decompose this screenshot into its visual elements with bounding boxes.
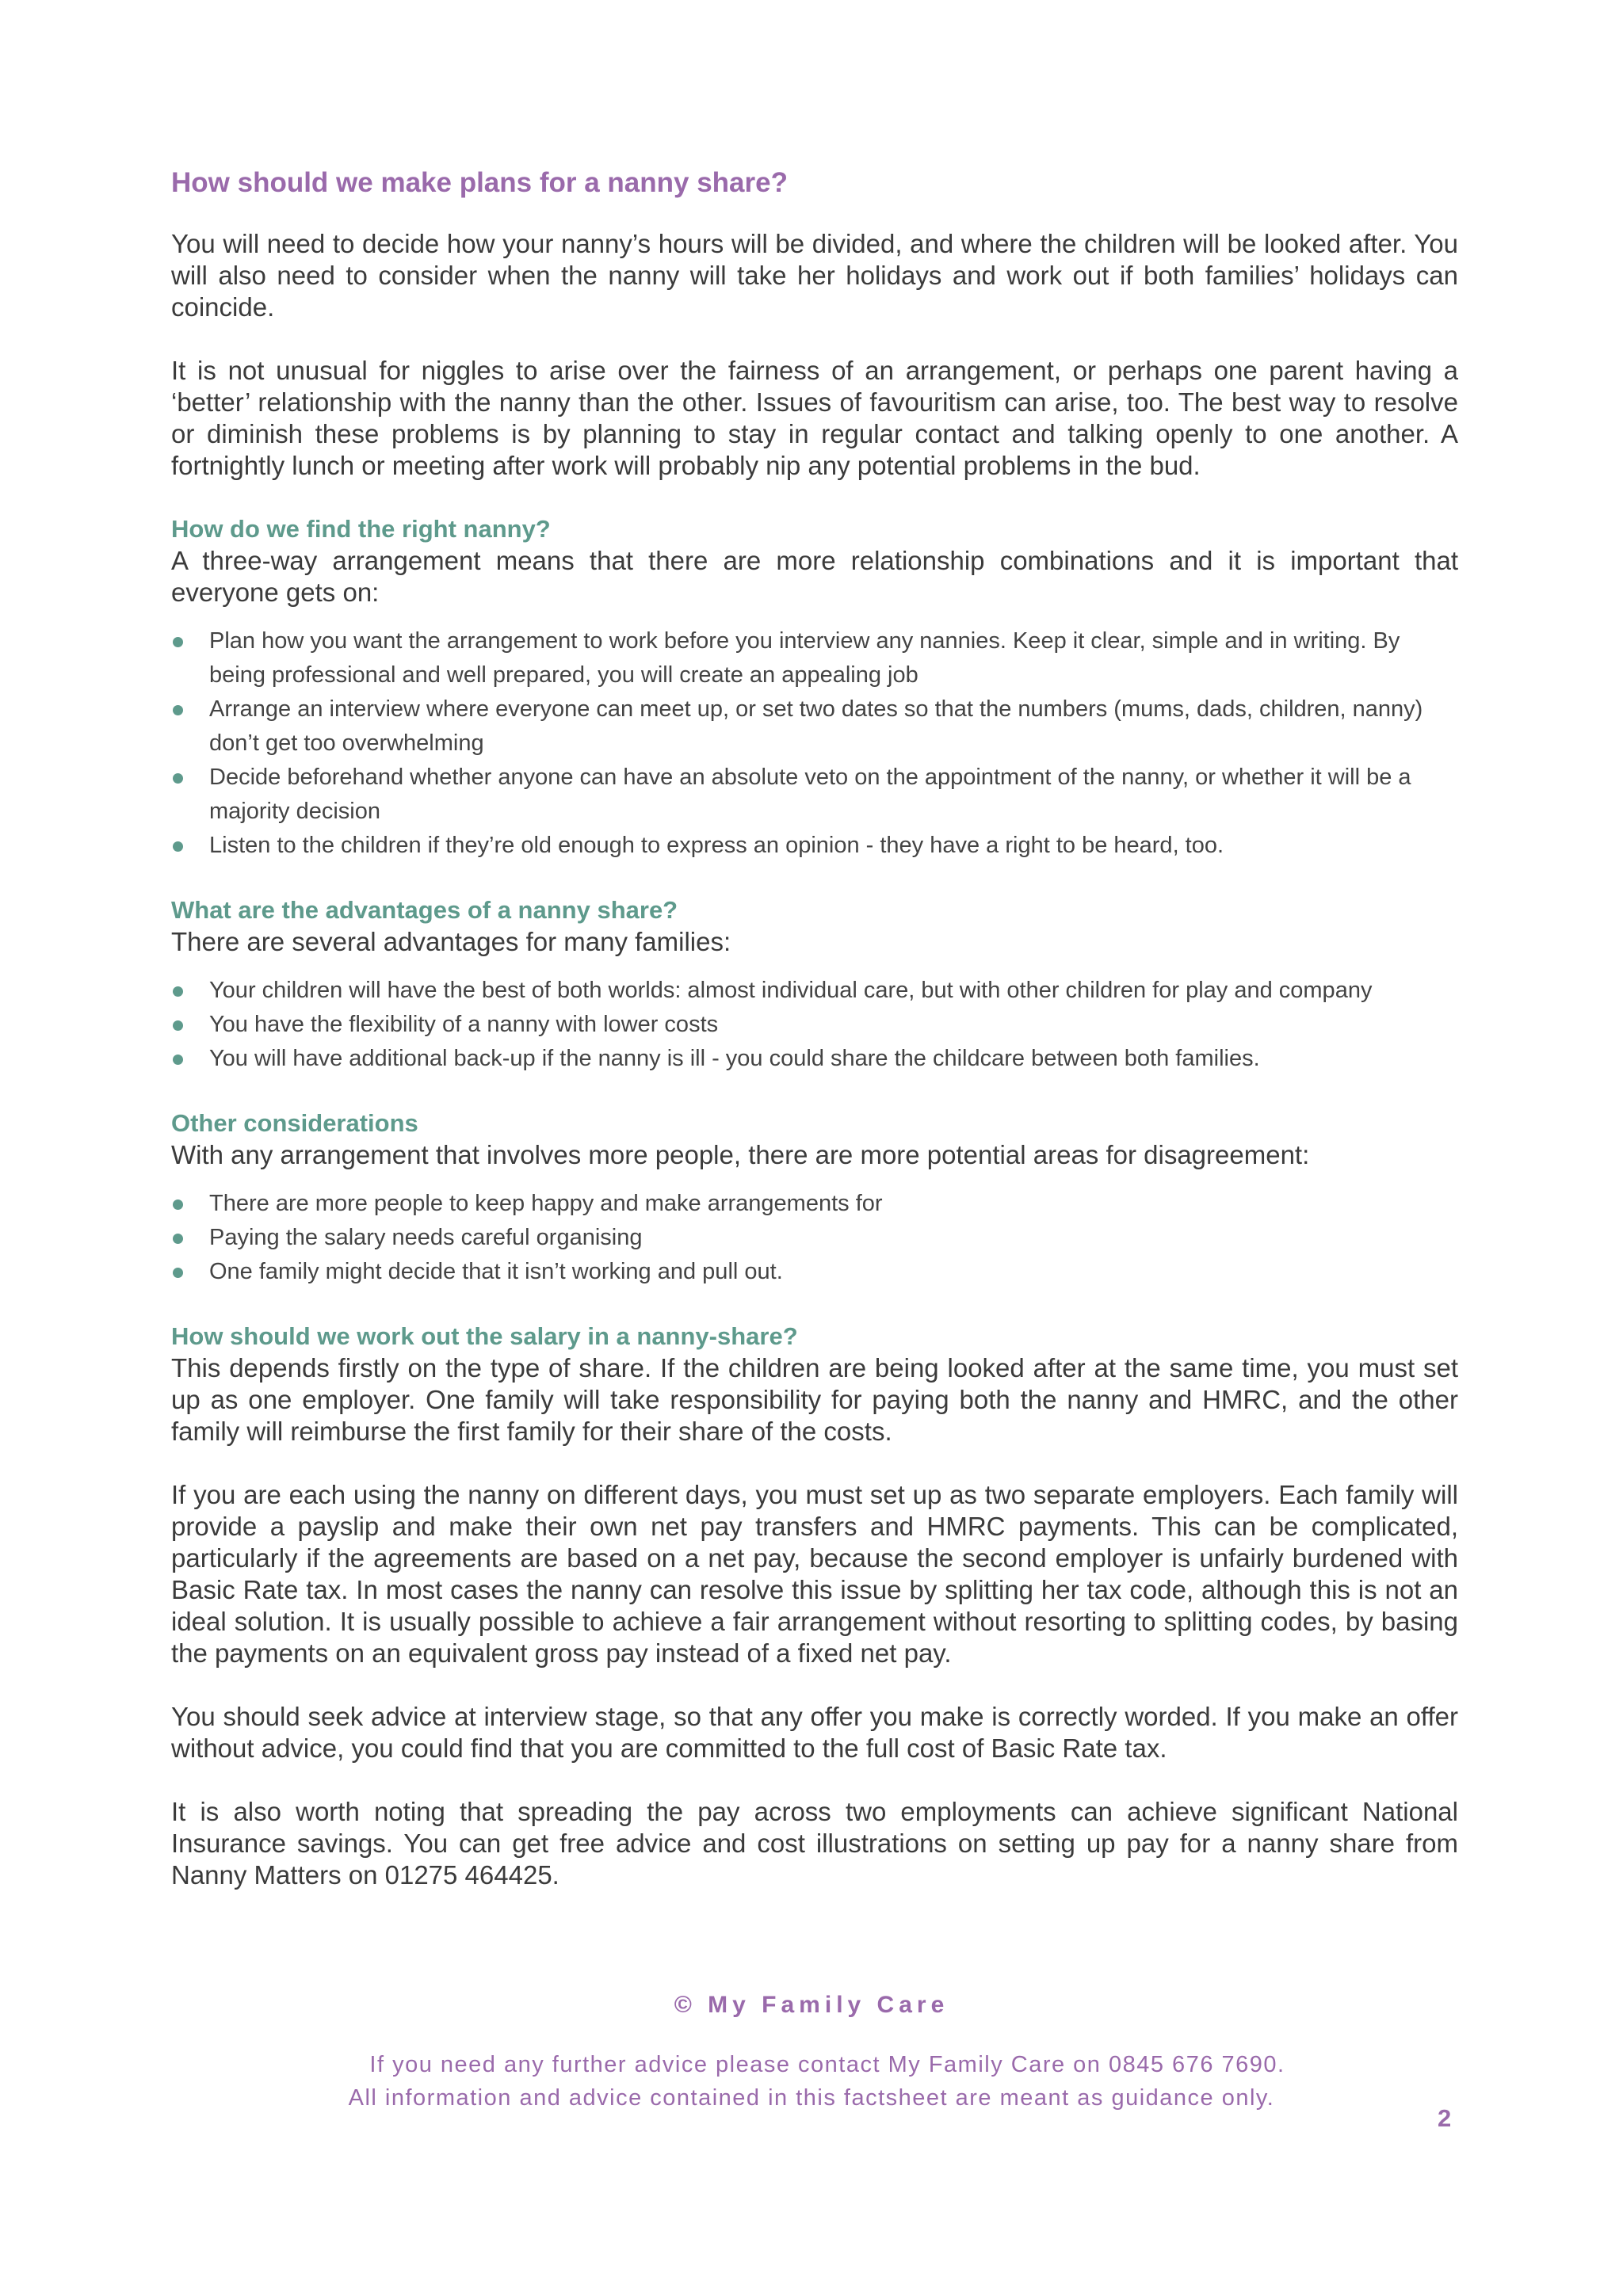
bullet-icon xyxy=(173,1234,183,1244)
bullet-icon xyxy=(173,1199,183,1210)
section-heading-salary: How should we work out the salary in a nanny-share? xyxy=(171,1322,798,1350)
section-text-find-nanny: A three-way arrangement means that there are more relationship combinations and it is important that everyone gets on: xyxy=(171,546,1458,607)
bullet-icon xyxy=(173,773,183,784)
section-salary xyxy=(171,1321,1458,1891)
bullet-icon xyxy=(173,1055,183,1065)
list-item: Plan how you want the arrangement to work before you interview any nannies. Keep it clear, simple and in writing. By being professional and well prepared, you will create an appealing job xyxy=(171,624,1458,692)
section-heading-advantages: What are the advantages of a nanny share? xyxy=(171,896,678,924)
section-find-nanny xyxy=(171,513,1458,863)
salary-paragraph-2: If you are each using the nanny on different days, you must set up as two separate employers. Each family will provide a payslip and make their own net pay transfers and HMRC payments. This can be complicated, particularly if the agreements are based on a net pay, because the second employer is unfairly burdened with Basic Rate tax. In most cases the nanny can resolve this issue by splitting her tax code, although this is not an ideal solution. It is usually possible to achieve a fair arrangement without resorting to splitting codes, by basing the payments on an equivalent gross pay instead of a fixed net pay. xyxy=(171,1480,1458,1668)
section-advantages xyxy=(171,894,1458,1076)
bullet-icon xyxy=(173,1268,183,1278)
section-considerations xyxy=(171,1108,1458,1289)
list-item: You will have additional back-up if the nanny is ill - you could share the childcare between both families. xyxy=(171,1042,1458,1076)
salary-paragraph-3: You should seek advice at interview stage, so that any offer you make is correctly worded. If you make an offer without advice, you could find that you are committed to the full cost of Basic Rate tax. xyxy=(171,1702,1458,1763)
bullet-list-advantages xyxy=(171,974,1458,1076)
footer-disclaimer-line: All information and advice contained in this factsheet are meant as guidance only. xyxy=(348,2085,1275,2111)
list-item: Arrange an interview where everyone can meet up, or set two dates so that the numbers (mums, dads, children, nanny) don’t get too overwhelming xyxy=(171,692,1458,761)
bullet-icon xyxy=(173,705,183,715)
bullet-list-considerations xyxy=(171,1187,1458,1289)
salary-paragraph-1: This depends firstly on the type of share. If the children are being looked after at the same time, you must set up as one employer. One family will take responsibility for paying both the nanny and HMRC, and the other family will reimburse the first family for their share of the costs. xyxy=(171,1353,1458,1446)
list-item: Paying the salary needs careful organising xyxy=(171,1221,1458,1255)
list-item: Decide beforehand whether anyone can have an absolute veto on the appointment of the nanny, or whether it will be a majority decision xyxy=(171,761,1458,829)
page-title: How should we make plans for a nanny share? xyxy=(171,167,788,198)
page-number: 2 xyxy=(1438,2104,1452,2132)
document-page xyxy=(171,166,1458,1891)
list-item: Your children will have the best of both worlds: almost individual care, but with other children for play and company xyxy=(171,974,1458,1008)
intro-paragraph-2: It is not unusual for niggles to arise over the fairness of an arrangement, or perhaps one parent having a ‘better’ relationship with the nanny than the other. Issues of favouritism can arise, too. The best way to resolve or diminish these problems is by planning to stay in regular contact and talking openly to one another. A fortnightly lunch or meeting after work will probably nip any potential problems in the bud. xyxy=(171,356,1458,480)
list-item: One family might decide that it isn’t working and pull out. xyxy=(171,1255,1458,1289)
bullet-icon xyxy=(173,637,183,647)
bullet-icon xyxy=(173,1020,183,1031)
section-text-considerations: With any arrangement that involves more people, there are more potential areas for disagreement: xyxy=(171,1140,1310,1169)
section-text-advantages: There are several advantages for many families: xyxy=(171,927,731,956)
salary-paragraph-4: It is also worth noting that spreading the pay across two employments can achieve significant National Insurance savings. You can get free advice and cost illustrations on setting up pay for a nanny share from Nanny Matters on 01275 464425. xyxy=(171,1797,1458,1890)
bullet-icon xyxy=(173,986,183,997)
bullet-icon xyxy=(173,841,183,852)
bullet-list-find-nanny xyxy=(171,624,1458,863)
list-item: You have the flexibility of a nanny with lower costs xyxy=(171,1008,1458,1042)
list-item: There are more people to keep happy and make arrangements for xyxy=(171,1187,1458,1221)
section-heading-considerations: Other considerations xyxy=(171,1109,418,1137)
intro-paragraph-1: You will need to decide how your nanny’s hours will be divided, and where the children will be looked after. You will also need to consider when the nanny will take her holidays and work out if both families’ holidays can coincide. xyxy=(171,229,1458,322)
footer-brand: © My Family Care xyxy=(674,1992,949,2018)
list-item: Listen to the children if they’re old enough to express an opinion - they have a right to be heard, too. xyxy=(171,829,1458,863)
section-heading-find-nanny: How do we find the right nanny? xyxy=(171,515,551,543)
footer-contact-line: If you need any further advice please contact My Family Care on 0845 676 7690. xyxy=(369,2052,1285,2077)
